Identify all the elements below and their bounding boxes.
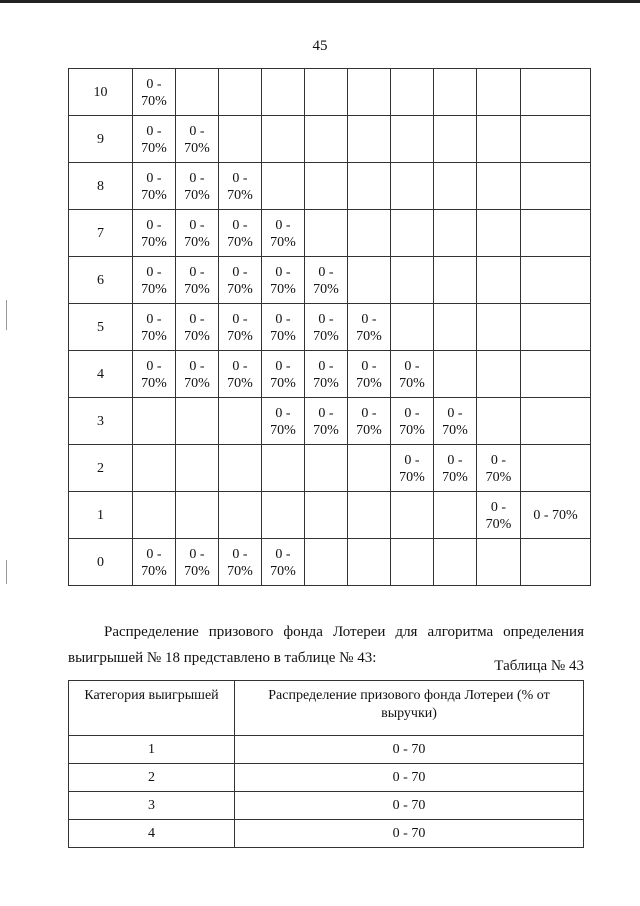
table-cell: 0 - 70% bbox=[133, 210, 176, 257]
table-cell bbox=[219, 398, 262, 445]
table-cell bbox=[434, 257, 477, 304]
column-header: Распределение призового фонда Лотереи (% от выручки) bbox=[235, 681, 584, 736]
category-cell: 4 bbox=[69, 820, 235, 848]
table-cell: 0 - 70% bbox=[262, 351, 305, 398]
table-row bbox=[69, 792, 584, 820]
category-cell: 1 bbox=[69, 736, 235, 764]
table-cell bbox=[521, 116, 591, 163]
table-cell bbox=[219, 492, 262, 539]
table-cell bbox=[348, 539, 391, 586]
table-cell bbox=[391, 69, 434, 116]
table-cell bbox=[477, 116, 521, 163]
table-row bbox=[69, 764, 584, 792]
distribution-cell: 0 - 70 bbox=[235, 820, 584, 848]
table-cell: 0 - 70% bbox=[348, 351, 391, 398]
table-cell bbox=[305, 445, 348, 492]
table-row bbox=[69, 257, 591, 304]
table-cell: 0 - 70% bbox=[434, 445, 477, 492]
table-cell bbox=[348, 445, 391, 492]
table-cell bbox=[219, 116, 262, 163]
table-cell: 0 - 70% bbox=[176, 304, 219, 351]
table-cell bbox=[176, 492, 219, 539]
table-cell: 0 - 70% bbox=[133, 304, 176, 351]
table-row bbox=[69, 69, 591, 116]
table-cell: 0 - 70% bbox=[262, 398, 305, 445]
table-cell bbox=[305, 539, 348, 586]
table-cell: 0 - 70% bbox=[176, 351, 219, 398]
table-cell: 0 - 70% bbox=[133, 69, 176, 116]
table-cell: 0 - 70% bbox=[176, 539, 219, 586]
row-label: 0 bbox=[69, 539, 133, 586]
table-cell bbox=[348, 69, 391, 116]
table-cell bbox=[521, 398, 591, 445]
table-cell: 0 - 70% bbox=[434, 398, 477, 445]
table-caption: Таблица № 43 bbox=[494, 658, 584, 674]
table-cell bbox=[434, 116, 477, 163]
row-label: 9 bbox=[69, 116, 133, 163]
table-cell bbox=[176, 69, 219, 116]
table-cell bbox=[434, 351, 477, 398]
row-label: 5 bbox=[69, 304, 133, 351]
table-cell: 0 - 70% bbox=[348, 304, 391, 351]
table-cell bbox=[521, 210, 591, 257]
table-row bbox=[69, 539, 591, 586]
table-cell: 0 - 70% bbox=[219, 304, 262, 351]
table-cell bbox=[305, 69, 348, 116]
table-row bbox=[69, 351, 591, 398]
table-cell bbox=[521, 257, 591, 304]
table-cell bbox=[262, 69, 305, 116]
prize-grid-table bbox=[68, 68, 591, 586]
table-header-row bbox=[69, 681, 584, 736]
table-cell bbox=[434, 210, 477, 257]
table-cell: 0 - 70% bbox=[133, 539, 176, 586]
table-cell: 0 - 70% bbox=[262, 257, 305, 304]
table-cell bbox=[434, 492, 477, 539]
table-cell: 0 - 70% bbox=[133, 163, 176, 210]
table-cell bbox=[521, 351, 591, 398]
table-cell: 0 - 70% bbox=[219, 257, 262, 304]
row-label: 1 bbox=[69, 492, 133, 539]
table-cell: 0 - 70% bbox=[477, 492, 521, 539]
row-label: 6 bbox=[69, 257, 133, 304]
table-cell bbox=[133, 445, 176, 492]
table-row bbox=[69, 398, 591, 445]
table-cell bbox=[305, 116, 348, 163]
row-label: 2 bbox=[69, 445, 133, 492]
table-cell bbox=[219, 69, 262, 116]
table-cell bbox=[348, 257, 391, 304]
table-cell bbox=[521, 69, 591, 116]
page-number: 45 bbox=[312, 38, 328, 54]
distribution-table bbox=[68, 680, 584, 848]
table-cell: 0 - 70% bbox=[305, 304, 348, 351]
table-cell bbox=[219, 445, 262, 492]
table-cell: 0 - 70% bbox=[176, 257, 219, 304]
table-cell bbox=[391, 257, 434, 304]
table-cell bbox=[305, 210, 348, 257]
table-cell bbox=[434, 539, 477, 586]
table-cell: 0 - 70% bbox=[521, 492, 591, 539]
table-cell bbox=[262, 445, 305, 492]
category-cell: 3 bbox=[69, 792, 235, 820]
table-row bbox=[69, 445, 591, 492]
table-cell: 0 - 70% bbox=[219, 210, 262, 257]
table-cell bbox=[391, 116, 434, 163]
table-row bbox=[69, 163, 591, 210]
table-cell: 0 - 70% bbox=[176, 116, 219, 163]
table-cell bbox=[391, 304, 434, 351]
body-paragraph: Распределение призового фонда Лотереи для алгоритма определения выигрышей № 18 представлено в таблице № 43: bbox=[68, 624, 584, 666]
table-cell: 0 - 70% bbox=[133, 351, 176, 398]
table-row bbox=[69, 736, 584, 764]
table-cell bbox=[262, 116, 305, 163]
table-cell bbox=[391, 163, 434, 210]
table-cell bbox=[391, 492, 434, 539]
table-cell: 0 - 70% bbox=[176, 163, 219, 210]
table-cell bbox=[305, 492, 348, 539]
table-cell bbox=[521, 163, 591, 210]
page-top-border bbox=[0, 0, 640, 3]
row-label: 10 bbox=[69, 69, 133, 116]
table-cell: 0 - 70% bbox=[176, 210, 219, 257]
table-cell: 0 - 70% bbox=[305, 257, 348, 304]
table-cell bbox=[477, 398, 521, 445]
table-cell bbox=[521, 304, 591, 351]
table-cell bbox=[477, 69, 521, 116]
scan-edge-mark bbox=[6, 560, 7, 584]
row-label: 7 bbox=[69, 210, 133, 257]
table-cell bbox=[477, 163, 521, 210]
table-cell bbox=[348, 116, 391, 163]
table-row bbox=[69, 116, 591, 163]
table-cell: 0 - 70% bbox=[391, 398, 434, 445]
table-cell: 0 - 70% bbox=[477, 445, 521, 492]
table-cell bbox=[434, 163, 477, 210]
table-cell bbox=[348, 492, 391, 539]
table-cell bbox=[262, 163, 305, 210]
table-cell bbox=[477, 210, 521, 257]
table-cell: 0 - 70% bbox=[219, 539, 262, 586]
table-cell: 0 - 70% bbox=[133, 116, 176, 163]
row-label: 4 bbox=[69, 351, 133, 398]
table-cell: 0 - 70% bbox=[262, 304, 305, 351]
table-row bbox=[69, 820, 584, 848]
table-cell bbox=[521, 539, 591, 586]
distribution-cell: 0 - 70 bbox=[235, 764, 584, 792]
row-label: 8 bbox=[69, 163, 133, 210]
table-cell: 0 - 70% bbox=[305, 398, 348, 445]
table-cell bbox=[262, 492, 305, 539]
table-cell bbox=[133, 398, 176, 445]
table-cell bbox=[477, 304, 521, 351]
column-header: Категория выигрышей bbox=[69, 681, 235, 736]
table-cell bbox=[348, 210, 391, 257]
table-cell bbox=[521, 445, 591, 492]
table-cell bbox=[176, 445, 219, 492]
table-cell: 0 - 70% bbox=[219, 351, 262, 398]
table-cell: 0 - 70% bbox=[348, 398, 391, 445]
table-cell bbox=[391, 210, 434, 257]
table-cell: 0 - 70% bbox=[305, 351, 348, 398]
distribution-cell: 0 - 70 bbox=[235, 736, 584, 764]
table-row bbox=[69, 304, 591, 351]
table-cell: 0 - 70% bbox=[262, 210, 305, 257]
table-cell: 0 - 70% bbox=[133, 257, 176, 304]
scan-edge-mark bbox=[6, 300, 7, 330]
distribution-cell: 0 - 70 bbox=[235, 792, 584, 820]
category-cell: 2 bbox=[69, 764, 235, 792]
table-cell bbox=[477, 539, 521, 586]
table-cell: 0 - 70% bbox=[391, 351, 434, 398]
row-label: 3 bbox=[69, 398, 133, 445]
table-cell bbox=[305, 163, 348, 210]
table-cell: 0 - 70% bbox=[219, 163, 262, 210]
table-cell bbox=[434, 304, 477, 351]
table-cell bbox=[434, 69, 477, 116]
table-cell bbox=[477, 257, 521, 304]
table-cell: 0 - 70% bbox=[262, 539, 305, 586]
table-cell bbox=[477, 351, 521, 398]
table-row bbox=[69, 492, 591, 539]
table-cell bbox=[133, 492, 176, 539]
table-cell bbox=[176, 398, 219, 445]
table-cell: 0 - 70% bbox=[391, 445, 434, 492]
table-cell bbox=[391, 539, 434, 586]
table-row bbox=[69, 210, 591, 257]
table-cell bbox=[348, 163, 391, 210]
